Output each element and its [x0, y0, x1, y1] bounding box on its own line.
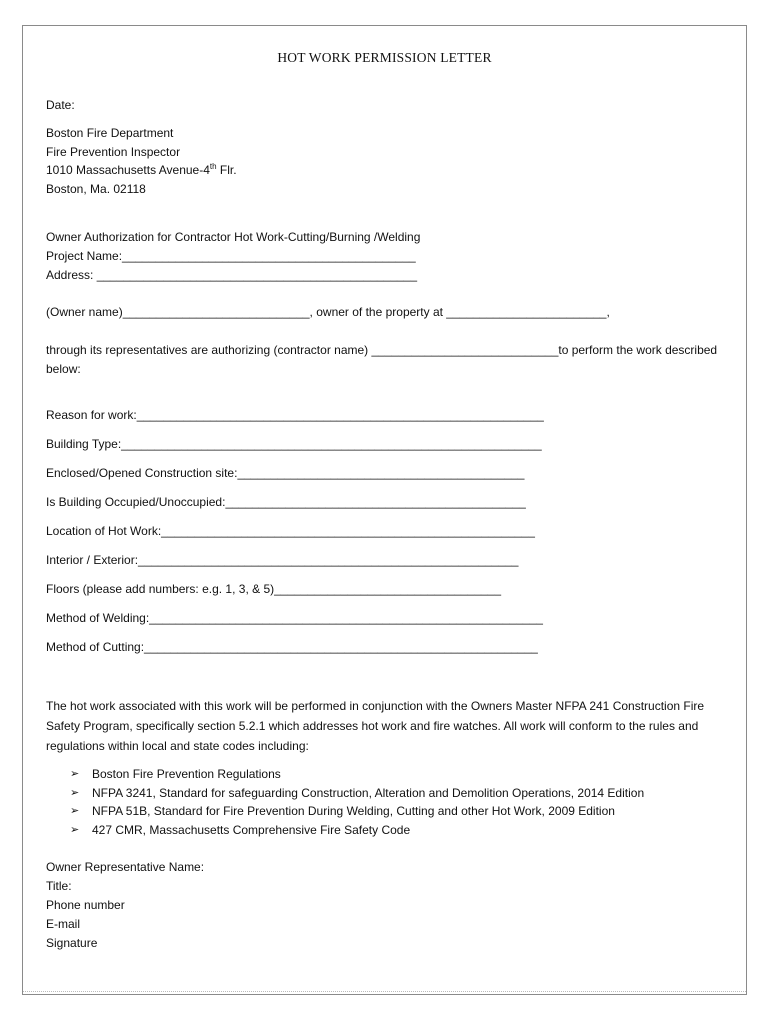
welding-method-field: Method of Welding:___________________________________________________________	[46, 611, 543, 625]
list-item	[46, 802, 644, 821]
code-item-text: NFPA 3241, Standard for safeguarding Construction, Alteration and Demolition Operations, 2014 Edition	[92, 785, 645, 800]
recipient-line-2: Fire Prevention Inspector	[46, 144, 181, 159]
arrow-bullet-icon: ➢	[70, 768, 80, 780]
code-item-text: Boston Fire Prevention Regulations	[92, 767, 281, 781]
signature-label: Signature	[46, 936, 98, 950]
arrow-bullet-icon: ➢	[70, 805, 80, 818]
codes-list	[46, 765, 644, 840]
page-bottom-rule	[23, 991, 746, 992]
list-item	[46, 765, 644, 784]
recipient-address	[46, 124, 237, 198]
phone-number-label: Phone number	[46, 898, 125, 912]
date-label: Date:	[46, 98, 75, 112]
floor-suffix: Flr.	[216, 163, 237, 178]
representative-title-label: Title:	[46, 879, 72, 893]
arrow-bullet-icon: ➢	[70, 824, 80, 837]
code-item-text: 427 CMR, Massachusetts Comprehensive Fire Safety Code	[92, 823, 411, 838]
hot-work-location-field: Location of Hot Work:________________________________________________________	[46, 524, 535, 538]
address-field: Address: ________________________________________________	[46, 268, 418, 282]
code-item-text: NFPA 51B, Standard for Fire Prevention During Welding, Cutting and other Hot Work, 2009 Edition	[92, 804, 615, 819]
project-name-field: Project Name:____________________________________________	[46, 249, 416, 263]
owner-name-field: (Owner name)____________________________, owner of the property at ________________________,	[46, 305, 610, 319]
owner-representative-block	[46, 858, 204, 953]
recipient-line-3	[46, 161, 237, 180]
email-label: E-mail	[46, 917, 81, 931]
arrow-bullet-icon: ➢	[70, 786, 80, 799]
recipient-line-4: Boston, Ma. 02118	[46, 181, 146, 196]
recipient-line-1: Boston Fire Department	[46, 126, 174, 140]
representative-name-label: Owner Representative Name:	[46, 860, 205, 874]
ordinal-suffix: th	[209, 162, 217, 172]
street-address: 1010 Massachusetts Avenue-4	[46, 163, 210, 178]
subject-line: Owner Authorization for Contractor Hot Work-Cutting/Burning /Welding	[46, 230, 421, 244]
building-occupancy-field: Is Building Occupied/Unoccupied:_____________________________________________	[46, 495, 526, 509]
list-item	[46, 784, 644, 803]
interior-exterior-field: Interior / Exterior:_________________________________________________________	[46, 553, 519, 567]
list-item	[46, 821, 644, 840]
page-title: HOT WORK PERMISSION LETTER	[277, 50, 492, 65]
letter-page	[22, 25, 747, 995]
construction-site-field: Enclosed/Opened Construction site:___________________________________________	[46, 466, 525, 480]
compliance-statement: The hot work associated with this work will be performed in conjunction with the Owners Master NFPA 241 Construction Fire Safety Program, specifically section 5.2.1 which addresses hot work and fire watches. All work will conform to the rules and regulations within local and state codes including:	[46, 699, 705, 753]
reason-for-work-field: Reason for work:_____________________________________________________________	[46, 408, 544, 422]
floors-field: Floors (please add numbers: e.g. 1, 3, & 5)__________________________________	[46, 582, 502, 596]
cutting-method-field: Method of Cutting:___________________________________________________________	[46, 640, 538, 654]
building-type-field: Building Type:_______________________________________________________________	[46, 437, 542, 451]
contractor-name-field: through its representatives are authorizing (contractor name) ____________________________to perform the work described below:	[46, 343, 718, 376]
